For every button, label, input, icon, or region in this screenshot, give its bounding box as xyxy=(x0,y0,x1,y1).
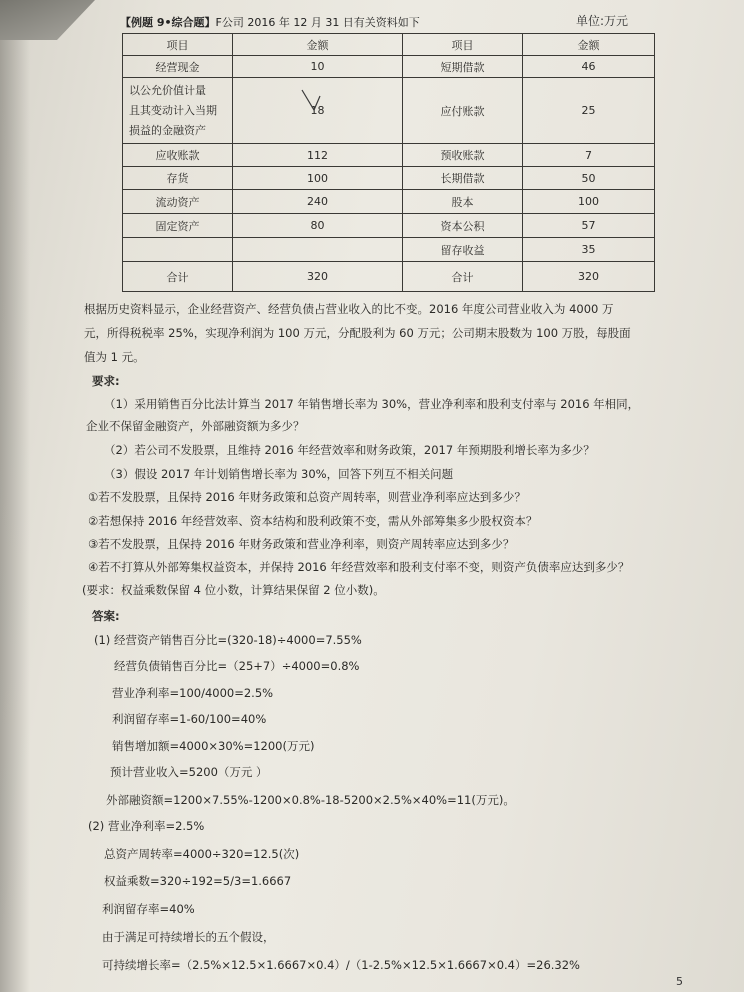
requirement-line: 企业不保留金融资产，外部融资额为多少？ xyxy=(86,419,305,433)
table-cell-multiline: 以公允价值计量 且其变动计入当期 损益的金融资产 xyxy=(123,78,233,144)
intro-line: 根据历史资料显示，企业经营资产、经营负债占营业收入的比不变。2016 年度公司营业收入为 4000 万 xyxy=(84,302,614,316)
table-cell: 7 xyxy=(523,144,655,167)
answer-line: 利润留存率=1-60/100=40% xyxy=(112,712,267,726)
table-cell: 46 xyxy=(523,56,655,78)
example-title: F公司 2016 年 12 月 31 日有关资料如下 xyxy=(215,16,420,29)
table-cell: 320 xyxy=(523,262,655,292)
example-header xyxy=(120,14,420,30)
table-cell: 240 xyxy=(233,190,403,214)
intro-line: 元，所得税税率 25%，实现净利润为 100 万元，分配股利为 60 万元；公司期末股数为 100 万股，每股面 xyxy=(84,326,631,340)
requirement-line: （2）若公司不发股票，且维持 2016 年经营效率和财务政策，2017 年预期股利增长率为多少？ xyxy=(104,443,595,457)
unit-label: 单位:万元 xyxy=(576,14,629,28)
table-cell: 经营现金 xyxy=(123,56,233,78)
table-cell: 留存收益 xyxy=(403,238,523,262)
answer-line: 利润留存率=40% xyxy=(102,902,195,916)
answer-line: (2) 营业净利率=2.5% xyxy=(88,819,205,833)
table-cell: 合计 xyxy=(403,262,523,292)
answer-line: 经营负债销售百分比=（25+7）÷4000=0.8% xyxy=(114,659,360,673)
table-cell xyxy=(233,238,403,262)
requirement-line: （1）采用销售百分比法计算当 2017 年销售增长率为 30%，营业净利率和股利支付率与 2016 年相同， xyxy=(104,397,640,411)
table-row xyxy=(123,238,655,262)
table-cell: 资本公积 xyxy=(403,214,523,238)
table-cell: 固定资产 xyxy=(123,214,233,238)
table-row xyxy=(123,214,655,238)
table-cell: 35 xyxy=(523,238,655,262)
header-cell: 项目 xyxy=(403,34,523,56)
table-cell: 短期借款 xyxy=(403,56,523,78)
table-cell: 预收账款 xyxy=(403,144,523,167)
example-tag: 【例题 9•综合题】 xyxy=(120,16,216,29)
table-row xyxy=(123,167,655,190)
answer-line: 外部融资额=1200×7.55%-1200×0.8%-18-5200×2.5%×40%=11(万元)。 xyxy=(106,793,515,807)
table-cell: 112 xyxy=(233,144,403,167)
answer-line: 总资产周转率=4000÷320=12.5(次) xyxy=(104,847,300,861)
answer-line: 预计营业收入=5200（万元 ） xyxy=(110,765,268,779)
table-row xyxy=(123,78,655,144)
table-cell: 长期借款 xyxy=(403,167,523,190)
header-cell: 金额 xyxy=(523,34,655,56)
table-row xyxy=(123,190,655,214)
answer-line: 营业净利率=100/4000=2.5% xyxy=(112,686,274,700)
table-row xyxy=(123,144,655,167)
answer-line: 可持续增长率=（2.5%×12.5×1.6667×0.4）/（1-2.5%×12.5×1.6667×0.4）=26.32% xyxy=(102,958,580,972)
requirements-label: 要求: xyxy=(92,374,120,388)
table-cell: 合计 xyxy=(123,262,233,292)
requirement-line: （3）假设 2017 年计划销售增长率为 30%，回答下列互不相关问题 xyxy=(104,467,454,481)
table-header-row xyxy=(123,34,655,56)
answer-label: 答案: xyxy=(92,609,120,623)
requirement-line: ③若不发股票，且保持 2016 年财务政策和营业净利率，则资产周转率应达到多少？ xyxy=(88,537,515,551)
table-cell: 100 xyxy=(523,190,655,214)
table-cell: 80 xyxy=(233,214,403,238)
intro-line: 值为 1 元。 xyxy=(84,350,145,364)
table-cell: 57 xyxy=(523,214,655,238)
table-cell: 流动资产 xyxy=(123,190,233,214)
header-cell: 金额 xyxy=(233,34,403,56)
answer-line: 销售增加额=4000×30%=1200(万元) xyxy=(112,739,315,753)
table-cell: 100 xyxy=(233,167,403,190)
table-cell: 320 xyxy=(233,262,403,292)
table-cell: 50 xyxy=(523,167,655,190)
page-number: 5 xyxy=(676,975,683,988)
answer-line: (1) 经营资产销售百分比=(320-18)÷4000=7.55% xyxy=(94,633,362,647)
table-cell: 应收账款 xyxy=(123,144,233,167)
table-total-row xyxy=(123,262,655,292)
header-cell: 项目 xyxy=(123,34,233,56)
requirement-line: ②若想保持 2016 年经营效率、资本结构和股利政策不变，需从外部筹集多少股权资本？ xyxy=(88,514,538,528)
table-cell: 25 xyxy=(523,78,655,144)
page-edge-shadow xyxy=(0,0,30,992)
balance-sheet-table xyxy=(122,33,655,292)
table-cell: 股本 xyxy=(403,190,523,214)
requirement-line: ①若不发股票，且保持 2016 年财务政策和总资产周转率，则营业净利率应达到多少？ xyxy=(88,490,526,504)
answer-line: 权益乘数=320÷192=5/3=1.6667 xyxy=(104,874,292,888)
table-cell: 存货 xyxy=(123,167,233,190)
table-cell: 18 xyxy=(233,78,403,144)
pen-mark-icon xyxy=(300,88,324,118)
table-row xyxy=(123,56,655,78)
table-cell: 应付账款 xyxy=(403,78,523,144)
table-cell xyxy=(123,238,233,262)
requirement-note: (要求：权益乘数保留 4 位小数，计算结果保留 2 位小数)。 xyxy=(82,583,385,597)
table-cell: 10 xyxy=(233,56,403,78)
requirement-line: ④若不打算从外部筹集权益资本，并保持 2016 年经营效率和股利支付率不变，则资产负债率应达到多少？ xyxy=(88,560,630,574)
answer-line: 由于满足可持续增长的五个假设， xyxy=(102,930,275,944)
